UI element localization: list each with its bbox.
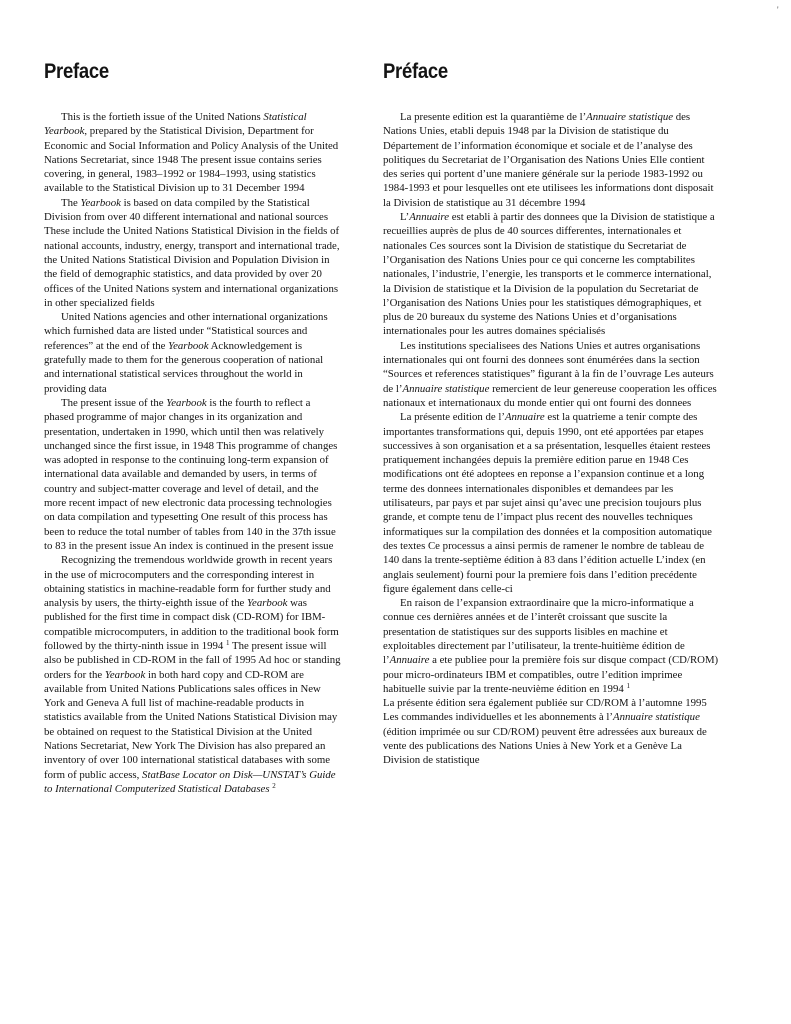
text-run: Les institutions specialisees des Nations Unies et autres organisations internationales qui ont fourni des donnees sont énumérées dans la section “Sources et references statistiques” figurant à la fin de l’ouvrage Les auteurs de l’ — [383, 339, 714, 395]
text-run: is based on data compiled by the Statistical Division from over 40 different international and national sources These include the United Nations Statistical Division in the fields of national accounts, industry, energy, transport and international trade, the United Nations Statistical Division and Population Division in the field of demographic statistics, and data provided by over 20 offices of the United Nations system and international organizations in other specialized fields — [44, 196, 340, 309]
paragraph — [383, 339, 720, 410]
preface-body-french — [383, 110, 720, 768]
paragraph — [44, 110, 341, 196]
text-run: est la quatrieme a tenir compte des importantes transformations qui, depuis 1990, ont eté apportées par etapes successives à son organisation et a sa présentation, lesquelles étaient restees pratiquement inchangées depuis la première edition parue en 1948 Ces modifications ont été adoptees en reponse a l’expansion continue et a long terme des donnees internationales disponibles et demandees par les utilisateurs, par pays et par sujet ainsi qu’avec une precision toujours plus grande, et compte tenu de l’impact plus recent des nouvelles techniques informatiques sur la compilation des données et la composition automatique des textes Ce processus a ainsi permis de ramener le nombre de tableau de 140 dans la trente-septième édition à 83 dans l’édition actuelle L’index (en anglais seulement) fourni pour la premiere fois dans l’edition precédente figure également dans celle-ci — [383, 411, 712, 595]
italic-text: Annuaire statistique — [586, 111, 674, 123]
text-run: in both hard copy and CD-ROM are available from United Nations Publications sales offices in New York and Geneva A full list of machine-readable products in statistics available from the United Nations Statistical Division may be obtained on request to the Statistical Division at the United Nations Secretariat, New York The Division has also prepared an inventory of over 100 international statistical databases with some form of public access, — [44, 668, 338, 781]
paragraph — [383, 410, 720, 596]
page-title-french: Préface — [383, 60, 448, 83]
preface-body-english — [44, 110, 341, 796]
footnote-ref: 1 — [626, 681, 630, 690]
text-run: This is the fortieth issue of the United Nations — [61, 111, 264, 123]
text-run: En raison de l’expansion extraordinaire que la micro-informatique a connue ces dernières années et de l’interêt croissant que suscite la presentation de statistiques sur des supports lisibles en machine et exploitables directement par l’utilisateur, la trente-huitième édition de l’ — [383, 597, 694, 667]
paragraph — [383, 210, 720, 339]
text-run: The — [61, 196, 81, 209]
italic-text: Annuaire — [389, 654, 430, 667]
text-run: des Nations Unies, etabli depuis 1948 par la Division de statistique du Département de l’information économique et sociale et de l’analyse des politiques du Secretariat de l’Organisation des Nations Unies Elle contient des series qui portent d’une maniere générale sur la periode 1983-1992 ou 1984-1993 et pour lesquelles ont ete utilisees les informations dont disposait la Division de statistique au 31 décembre 1994 — [383, 111, 714, 209]
text-run: (édition imprimée ou sur CD/ROM) peuvent être adressées aux bureaux de vente des publications des Nations Unies à New York et a Genève La Division de statistique — [383, 725, 707, 767]
text-run: was published for the first time in compact disk (CD-ROM) for IBM-compatible microcomputers, in addition to the traditional book form followed by the thirty-ninth issue in 1994 — [44, 597, 339, 652]
paragraph — [44, 196, 341, 310]
italic-text: Yearbook — [247, 597, 288, 610]
paragraph — [383, 696, 720, 767]
paragraph — [383, 110, 720, 210]
text-run: La présente édition sera également publiée sur CD/ROM à l’automne 1995 Les commandes individuelles et les abonnements à l’ — [383, 697, 707, 724]
italic-text: Annuaire — [504, 411, 545, 424]
italic-text: Yearbook — [104, 668, 146, 681]
footnote-ref: 1 — [226, 638, 230, 647]
text-run: remercient de leur genereuse cooperation les offices nationaux et internationaux du monde entier qui ont fourni des donnees — [383, 382, 717, 409]
text-run: is the fourth to reflect a phased programme of major changes in its organization and presentation, undertaken in 1990, which until then was relatively unchanged since the first issue, in 1948 This programme of changes was adopted in response to the continuing long-term expansion of international data available and demanded by users, in terms of country and subject-matter coverage and level of detail, and the more recent impact of new electronic data processing technologies on data compilation and typesetting One result of this process has been to reduce the total number of tables from 140 in the 37th issue to 83 in the present issue An index is continued in the present issue — [44, 396, 338, 552]
text-run: est etabli à partir des donnees que la Division de statistique a recueillies auprès de plus de 40 sources differentes, internationales et nationales Ces sources sont la Division de statistique du Secretariat de l’Organisation des Nations Unies pour ce qui concerne les comptabilites nationales, l’industrie, l’energie, les transports et le commerce international, la Division de statistique et la Division de la population du Secretariat de l’Organisation des Nations Unies pour les statistiques démographiques, et plus de 20 bureaux du systeme des Nations Unies et d’organisations internationales pour les autres domaines spécialisés — [383, 211, 715, 338]
italic-text: Yearbook — [80, 196, 121, 209]
italic-text: Annuaire statistique — [612, 711, 700, 724]
italic-text: Annuaire statistique — [402, 382, 490, 395]
italic-text: Yearbook — [168, 339, 209, 352]
text-run: a ete publiee pour la première fois sur disque compact (CD/ROM) pour micro-ordinateurs IBM et compatibles, outre l’edition imprimee habituelle suivie par la trente-neuvième édition en 1994 — [383, 654, 719, 695]
text-run: Recognizing the tremendous worldwide growth in recent years in the use of microcomputers and the corresponding interest in obtaining statistics in machine-readable form for further study and analysis by users, the thirty-eighth issue of the — [44, 554, 333, 610]
paragraph — [44, 310, 341, 396]
text-run: United Nations agencies and other international organizations which furnished data are listed under “Statistical sources and references” at the end of the — [44, 311, 328, 352]
italic-text: Statistical Yearbook — [44, 111, 307, 138]
footnote-ref: 2 — [272, 781, 276, 790]
page-title-english: Preface — [44, 60, 109, 83]
paragraph — [44, 553, 341, 796]
italic-text: StatBase Locator on Disk—UNSTAT’s Guide to International Computerized Statistical Databases — [44, 768, 336, 795]
text-run: La presente edition est la quarantième de l’ — [400, 111, 587, 123]
text-run: La présente edition de l’ — [400, 411, 505, 424]
text-run: The present issue of the — [61, 396, 167, 409]
preface-column-french — [383, 60, 720, 768]
italic-text: Annuaire — [409, 211, 449, 224]
preface-column-english — [44, 60, 341, 796]
text-run: Acknowledgement is gratefully made to them for the generous cooperation of national and international statistical services throughout the world in providing data — [44, 339, 324, 395]
text-run: The present issue will also be published in CD-ROM in the fall of 1995 Ad hoc or standing orders for the — [44, 639, 341, 681]
text-run: L’ — [400, 211, 410, 224]
paragraph — [44, 396, 341, 553]
italic-text: Yearbook — [166, 396, 207, 409]
text-run: , prepared by the Statistical Division, Department for Economic and Social Information and Policy Analysis of the United Nations Secretariat, since 1948 The present issue contains series covering, in general, 1983–1992 or 1984–1993, using statistics available to the Statistical Division up to 31 December 1994 — [44, 125, 339, 195]
corner-mark: ' — [777, 5, 779, 15]
paragraph — [383, 596, 720, 696]
